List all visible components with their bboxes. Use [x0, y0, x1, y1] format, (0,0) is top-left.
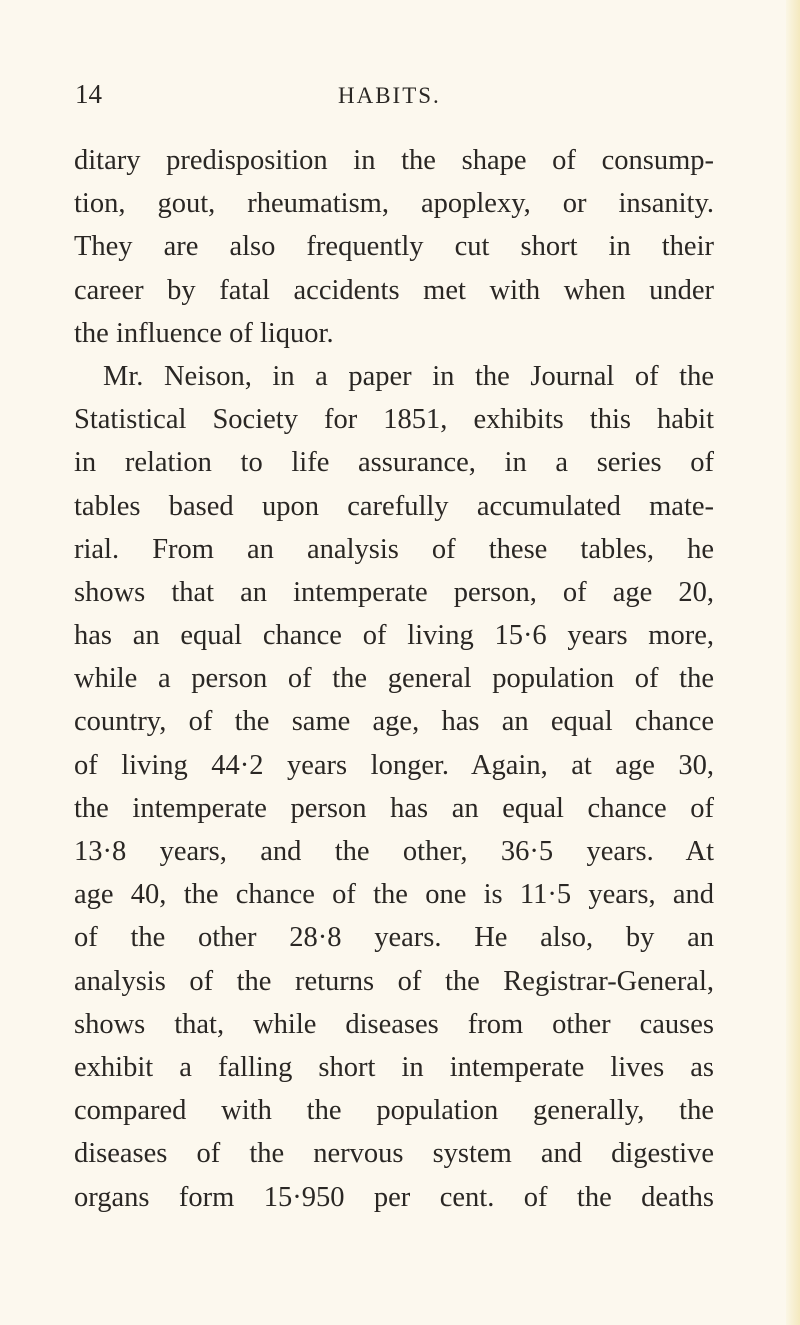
text-line: ditary predisposition in the shape of consump- — [74, 145, 714, 176]
text-line: exhibit a falling short in intemperate lives as — [74, 1051, 714, 1083]
text-line: shows that an intemperate person, of age 20, — [74, 576, 714, 608]
text-line: compared with the population generally, the — [74, 1095, 714, 1127]
text-line: of the other 28·8 years. He also, by an — [74, 922, 714, 954]
paragraph-start-line: Mr. Neison, in a paper in the Journal of the — [103, 360, 714, 392]
text-line: in relation to life assurance, in a series of — [74, 447, 714, 479]
text-line: diseases of the nervous system and digestive — [74, 1138, 714, 1170]
text-line: tables based upon carefully accumulated mate- — [74, 490, 714, 522]
text-line: organs form 15·950 per cent. of the deaths — [74, 1181, 714, 1213]
page-number: 14 — [75, 79, 102, 109]
text-line: while a person of the general population of the — [74, 663, 714, 695]
text-line: has an equal chance of living 15·6 years more, — [74, 620, 714, 652]
text-line: age 40, the chance of the one is 11·5 years, and — [74, 879, 714, 911]
text-line: career by fatal accidents met with when under — [74, 274, 714, 306]
text-line: Statistical Society for 1851, exhibits this habit — [74, 404, 714, 436]
text-line: the intemperate person has an equal chance of — [74, 792, 714, 824]
text-line: the influence of liquor. — [74, 317, 334, 349]
text-line: rial. From an analysis of these tables, he — [74, 533, 714, 565]
page-header — [0, 76, 800, 116]
page-edge-shadow — [786, 0, 800, 1325]
text-line: analysis of the returns of the Registrar-General, — [74, 965, 714, 997]
text-line: They are also frequently cut short in their — [74, 231, 714, 263]
text-line: of living 44·2 years longer. Again, at age 30, — [74, 749, 714, 781]
text-line: tion, gout, rheumatism, apoplexy, or insanity. — [74, 188, 714, 220]
running-head: HABITS. — [338, 83, 441, 108]
text-line: 13·8 years, and the other, 36·5 years. At — [74, 836, 714, 867]
body-text — [74, 139, 714, 1219]
text-line: country, of the same age, has an equal chance — [74, 706, 714, 738]
text-line: shows that, while diseases from other causes — [74, 1008, 714, 1040]
